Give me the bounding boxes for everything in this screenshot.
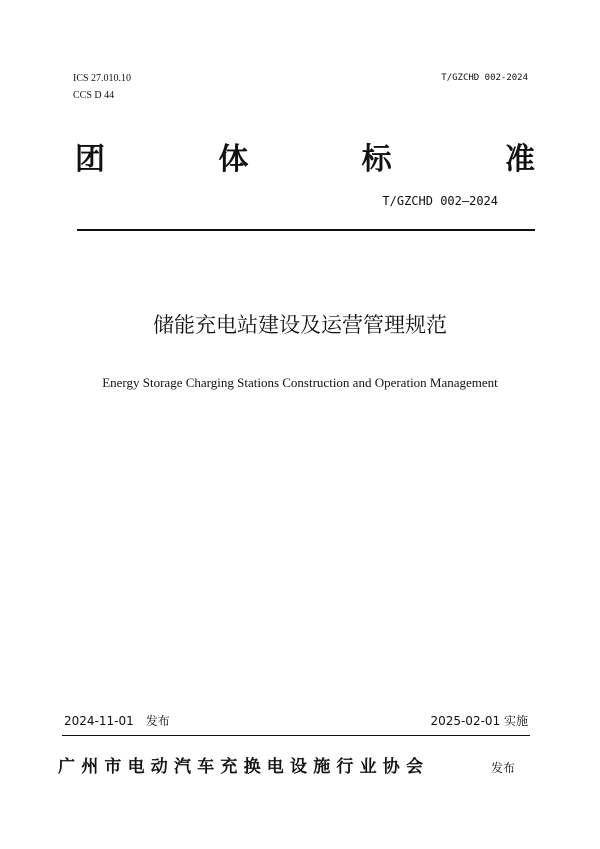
issuer-name: 广州市电动汽车充换电设施行业协会 <box>58 757 430 777</box>
heading-char: 准 <box>504 142 535 177</box>
ccs-code: CCS D 44 <box>73 90 115 101</box>
top-divider <box>77 229 535 231</box>
group-standard-heading <box>75 140 535 180</box>
bottom-divider <box>62 735 530 736</box>
heading-char: 标 <box>361 142 392 177</box>
standard-code-top: T/GZCHD 002-2024 <box>441 73 528 83</box>
document-title-zh: 储能充电站建设及运营管理规范 <box>153 313 447 337</box>
publish-date: 2024-11-01 发布 <box>64 714 170 728</box>
standard-code: T/GZCHD 002—2024 <box>382 194 498 208</box>
document-title-en: Energy Storage Charging Stations Construction and Operation Management <box>102 375 498 390</box>
ics-code: ICS 27.010.10 <box>73 73 132 84</box>
heading-char: 团 <box>75 142 105 177</box>
implement-date: 2025-02-01 实施 <box>430 714 528 728</box>
heading-char: 体 <box>218 142 249 177</box>
issuer-suffix: 发布 <box>491 761 516 775</box>
